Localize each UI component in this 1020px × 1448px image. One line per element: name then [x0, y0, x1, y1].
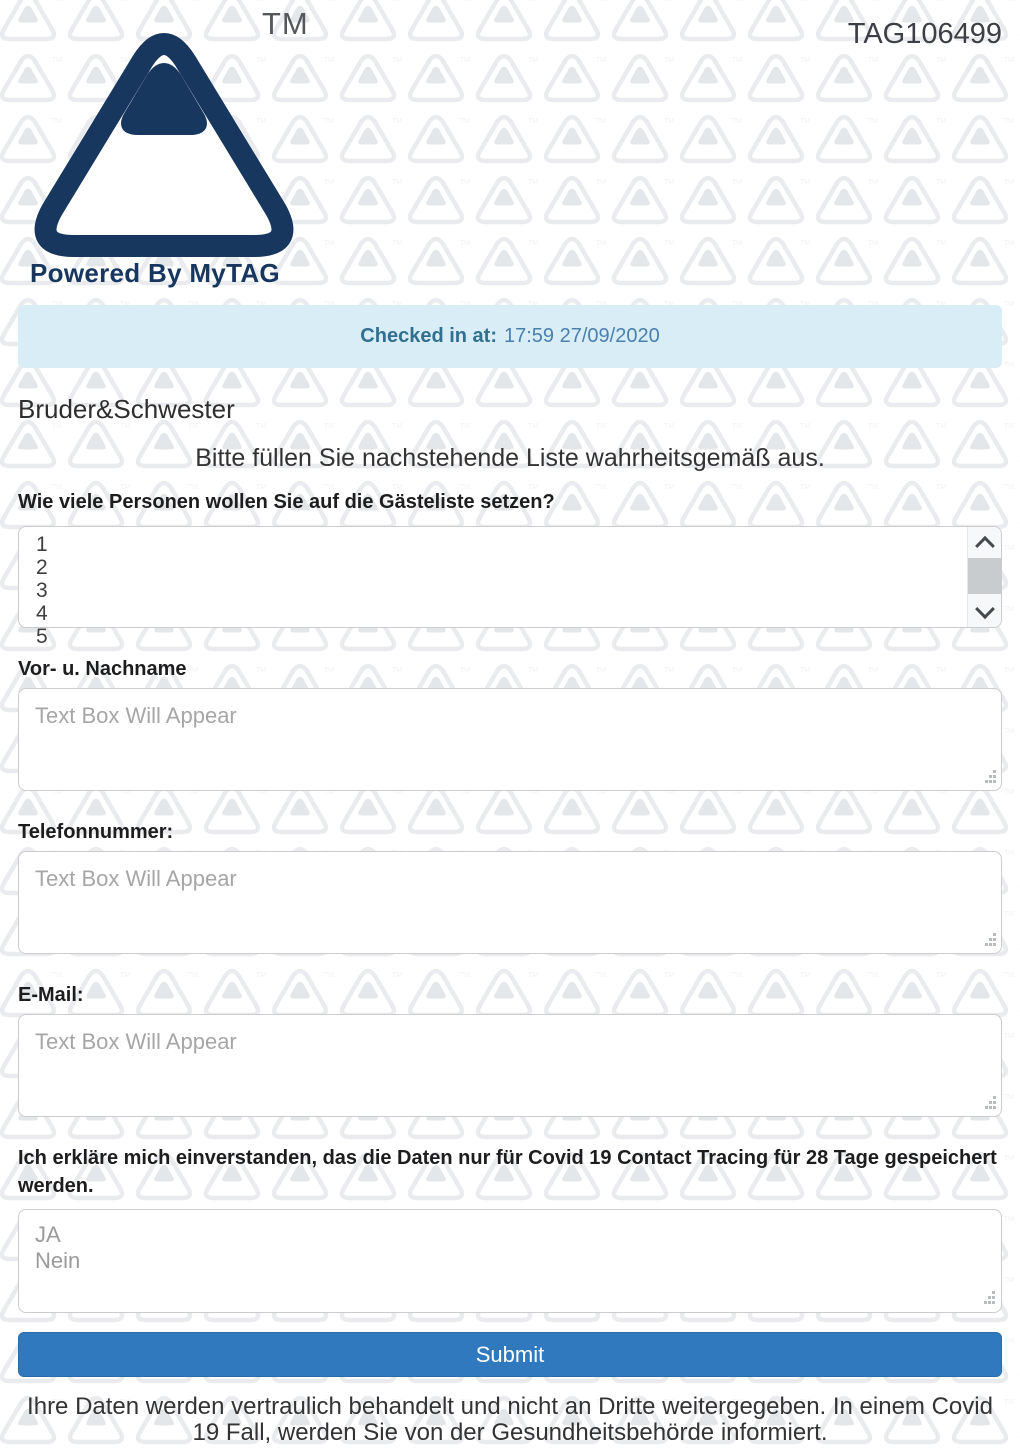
resize-grip-icon[interactable]: [980, 1289, 996, 1305]
tag-id-label: TAG106499: [847, 18, 1002, 50]
consent-choicebox[interactable]: [18, 1209, 1002, 1313]
resize-grip-icon[interactable]: [981, 1094, 997, 1110]
resize-grip-icon[interactable]: [981, 931, 997, 947]
option-item[interactable]: Nein: [35, 1248, 81, 1273]
venue-name: Bruder&Schwester: [18, 394, 235, 424]
name-input[interactable]: [18, 688, 1002, 791]
phone-input[interactable]: [18, 851, 1002, 954]
mytag-triangle-logo-icon: [24, 20, 304, 262]
chevron-up-icon: [975, 535, 995, 555]
intro-text: Bitte füllen Sie nachstehende Liste wahrheitsgemäß aus.: [195, 444, 825, 472]
privacy-note: Ihre Daten werden vertraulich behandelt und nicht an Dritte weitergegeben. In einem Covid 19 Fall, werden Sie von der Gesundheitsbehörde informiert.: [27, 1393, 993, 1446]
submit-button[interactable]: Submit: [18, 1332, 1002, 1377]
header: [0, 0, 1020, 305]
guest-count-options: [19, 527, 1001, 648]
email-label: E-Mail:: [18, 984, 84, 1006]
consent-label: Ich erkläre mich einverstanden, das die Daten nur für Covid 19 Contact Tracing für 28 Tage gespeichert werden.: [18, 1147, 997, 1197]
consent-options: [35, 1222, 985, 1274]
trademark-symbol: TM: [262, 6, 309, 41]
checkin-banner-datetime: 17:59 27/09/2020: [504, 325, 660, 347]
option-item[interactable]: 3: [36, 579, 48, 602]
logo-caption: Powered By MyTAG: [30, 258, 280, 288]
resize-grip-icon[interactable]: [981, 768, 997, 784]
chevron-down-icon: [975, 599, 995, 619]
option-item[interactable]: 5: [36, 625, 48, 648]
option-item[interactable]: JA: [35, 1222, 61, 1247]
option-item[interactable]: 2: [36, 556, 48, 579]
guest-count-listbox[interactable]: [18, 526, 1002, 648]
phone-label: Telefonnummer:: [18, 821, 174, 843]
option-item[interactable]: 1: [36, 533, 48, 556]
checkin-banner-label: Checked in at:: [360, 325, 497, 347]
checkin-banner: [18, 305, 1002, 368]
scroll-down-button[interactable]: [968, 596, 1001, 627]
scrollbar-thumb[interactable]: [968, 558, 1001, 594]
email-input[interactable]: [18, 1014, 1002, 1117]
guest-count-label: Wie viele Personen wollen Sie auf die Gästeliste setzen?: [18, 491, 555, 513]
name-label: Vor- u. Nachname: [18, 658, 187, 680]
option-item[interactable]: 4: [36, 602, 48, 625]
scroll-up-button[interactable]: [968, 527, 1001, 558]
listbox-scrollbar[interactable]: [967, 527, 1001, 627]
